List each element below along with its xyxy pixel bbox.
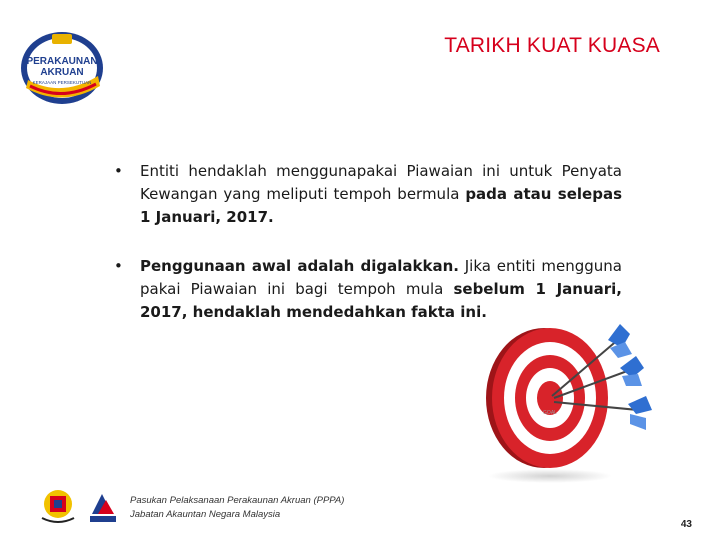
coat-of-arms-icon (42, 490, 74, 522)
target-dartboard-icon (470, 310, 670, 485)
anm-logo-icon (90, 494, 116, 522)
logo-text-line1: PERAKAUNAN (26, 56, 98, 67)
target-label: GOAL (543, 410, 557, 416)
logo-text-line2: AKRUAN (40, 67, 84, 78)
bullet-marker: • (114, 162, 123, 180)
footer-logos (36, 484, 128, 530)
page-number: 43 (680, 519, 692, 530)
bullet-marker: • (114, 257, 123, 275)
footer-line2: Jabatan Akauntan Negara Malaysia (130, 509, 281, 520)
logo-text-line3: KERAJAAN PERSEKUTUAN (32, 80, 92, 85)
bullet-text: Penggunaan awal adalah digalakkan. Jika entiti mengguna pakai Piawaian ini bagi tempoh mula sebelum 1 Januari, 2017, hendaklah mendedahkan fakta ini. (140, 257, 623, 321)
bullet-text: Entiti hendaklah menggunapakai Piawaian ini untuk Penyata Kewangan yang meliputi tempoh bermula pada atau selepas 1 Januari, 2017. (140, 162, 622, 226)
pppa-logo (18, 28, 106, 106)
footer-line1: Pasukan Pelaksanaan Perakaunan Akruan (PPPA) (130, 495, 345, 506)
footer-text (130, 494, 344, 522)
slide-title: TARIKH KUAT KUASA (444, 34, 660, 57)
bullet-item (110, 160, 622, 229)
